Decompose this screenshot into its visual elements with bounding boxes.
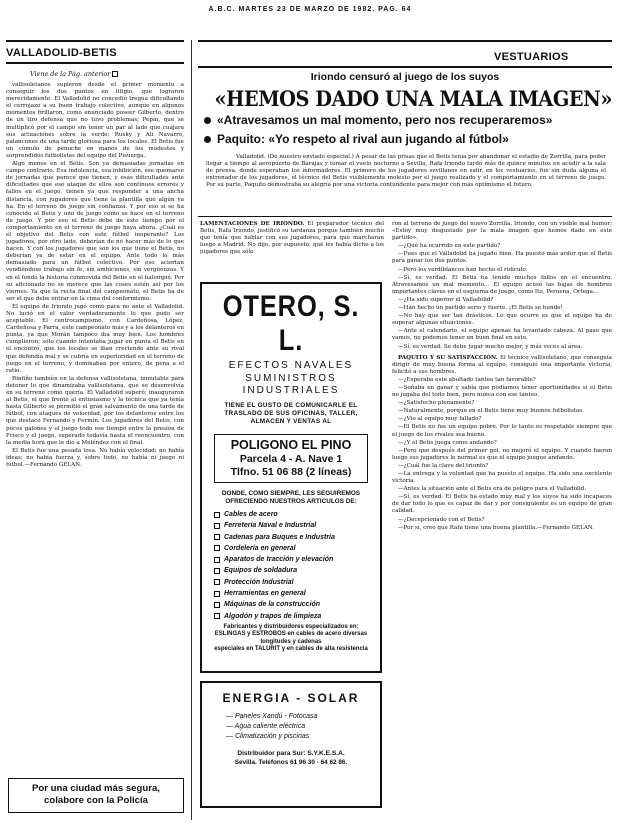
list-item (214, 567, 372, 574)
otero-notice: TIENE EL GUSTO DE COMUNICARLE EL TRASLADO DE SUS OFICINAS, TALLER, ALMACEN Y VENTAS AL (224, 402, 358, 425)
otero-name: OTERO, S. L. (222, 290, 360, 357)
checkbox-icon (214, 523, 220, 529)
left-section-rule (6, 62, 184, 64)
energia-line-3: — Climatización y piscinas (226, 733, 310, 740)
slogan-line-1: Por una ciudad más segura, (32, 783, 160, 794)
energia-line-2: — Agua caliente eléctrica (226, 723, 306, 730)
left-closing: El Betis fue una pesada losa. No había velocidad; no había ideas; no había fuerza y, sobre todo, no había ni juego ni fútbol.—Fernando GELAN. (6, 447, 184, 468)
checkbox-icon (214, 534, 220, 540)
left-paragraph: Rinfiño también en la defensa vallisoletana, inmutable para detener lo que dinamizaba vallisoletana, que se desenvolvía en su terreno como quería. El Valladolid superó; inauguraron al Betis, el que frente al entusiasmo y la técnica que ya tenía hasta Gilberto se permitió el gran salvamento de una tarde de fútbol, con ataques de velocidad, por los delanteros entre los que destacó Fernando y Fermín. Los jugadores del Betis, con pocos galones y el juego todo ese tiempo entre la presión de Frisco y el juego, superado todavía hasta el reencuentro, con la media hora que le dio a Meléndez con el final. (6, 375, 184, 446)
checkbox-icon (214, 512, 220, 518)
iriondo-interview: —Ante el calendario, el equipo apenas ha levantado cabeza. Al paso que vamos, no podemos tener un buen final en esto. (392, 328, 612, 342)
otero-poligono: POLIGONO EL PINO (230, 438, 352, 452)
list-item (214, 511, 372, 518)
item-label: Protección Industrial (224, 578, 294, 586)
iriondo-interview: —Sí, es verdad. El Betis ha tenido muchos fallos en el encuentro. Atravesamos un mal momento... El equipo acusó las bajas de hombres importantes claves en el esquema de juego, como Ito, Peruena, Ortega... (392, 274, 612, 295)
otero-footer-3: especiales en TALURIT y en cables de alta resistencia (214, 646, 368, 653)
paquito-interview: —La entrega y la voluntad que ha puesto el equipo. Ha sido una excelente victoria. (392, 471, 612, 485)
otero-phone: Tlfno. 51 06 88 (2 líneas) (230, 466, 352, 478)
checkbox-icon (214, 557, 220, 563)
paquito-interview: —Naturalmente, porque en el Betis tiene muy buenos futbolistas. (398, 408, 584, 415)
checkbox-icon (214, 591, 220, 597)
iriondo-text: El preparador técnico del Betis, Rafa Iriondo, justificó su tardanza porque también mucho que tenía que hablar con sus jugadores, para que marcharan luego a Madrid. No dijo, por supuesto, qué les había dicho a los jugadores que sólo (200, 221, 384, 256)
energia-distributor: Distribuidor para Sur: S.Y.K.E.S.A. (237, 750, 345, 757)
intro-rule (198, 216, 612, 217)
otero-address: Parcela 4 - A. Nave 1 (239, 453, 343, 465)
energia-title: ENERGIA - SOLAR (222, 691, 360, 705)
paquito-interview: —¿Cuál fue la clave del triunfo? (398, 462, 489, 469)
right-top-rule (198, 40, 612, 42)
paquito-interview: —El Betis no fue un equipo pobre. Por lo tanto es respetable siempre que el juego de los rivales sea bueno. (392, 424, 612, 438)
left-paragraph: vallisoletanos supieron desde el primer momento a conseguir los dos puntos en litigio, que lograron merecidamente. El Valladolid no concedió tregua dificultando el cerrojazo a su buen trabajo colectivo, aunque en algunos momentos brillaron, como enunciado poseer Gilberto, dentro de un tiro defensa que no tuvo problemas; Pepín, que se multiplicó por el campo sin tener un par al lado que cuajara sus actuaciones sobre la verde; Rusky y Ali Navarro, palancones de una tarde gloriosa para los locales. El Betis fue un cúmulo de penuche en manos de los modestos y sorprendidos futbolistas del equipo del Pisuerga. (6, 82, 184, 159)
item-label: Algodón y trapos de limpieza (224, 612, 322, 620)
iriondo-interview: —¿Ha sido superior el Valladolid? (398, 296, 494, 303)
left-top-rule (6, 40, 184, 42)
list-item (214, 601, 372, 608)
bullet-text-1: «Atravesamos un mal momento, pero nos recuperaremos» (217, 113, 553, 127)
paquito-subtitle: PAQUITO Y SU SATISFACCIÓN. (398, 354, 498, 361)
otero-tag-3: INDUSTRIALES (242, 385, 340, 396)
iriondo-interview: —Pero los verdiblancos han hecho el ridículo. (398, 266, 528, 273)
checkbox-icon (214, 602, 220, 608)
item-label: Ferretería Naval e Industrial (224, 522, 317, 530)
otero-item-list (210, 511, 372, 620)
list-item (214, 590, 372, 597)
section-valladolid-betis: VALLADOLID-BETIS (6, 47, 117, 59)
column-divider (191, 40, 192, 820)
list-item (214, 534, 372, 541)
iriondo-column (200, 221, 384, 273)
list-item (214, 545, 372, 552)
iriondo-interview: —Pues que el Valladolid ha jugado bien. Ha puesto más ardor que el Betis para ganar los dos puntos. (392, 251, 612, 265)
otero-footer (210, 624, 372, 654)
otero-tag-1: EFECTOS NAVALES (228, 360, 354, 371)
energia-solar-advertisement (200, 681, 382, 808)
subhead: Iriondo censuró al juego de los suyos (310, 71, 500, 83)
item-label: Equipos de soldadura (224, 567, 298, 575)
intro-paragraph: Valladolid. (De nuestro enviado especial.) A pesar de las prisas que el Betis tenía por abandonar el estadio de Zorrilla, para poder llegar a tiempo al aeropuerto de Barajas y tomar el vuelo nocturno a Sevilla, Rafa Iriondo tardó más de quince minutos en acudir a la sala de prensa, donde esperaban los informadores. El primero de los jugadores sevillanos en salir, en los vestuarios, fue sin duda alguna el entrenador de los jugadores, el técnico del Betis visiblemente molesto por el juego realizado y el comportamiento en el terreno de juego. Por su parte, Paquito demostraba su alegría por una victoria contundente para mejor con más optimismo el futuro. (206, 154, 606, 189)
headline-bullet-1 (204, 113, 612, 127)
checkbox-icon (214, 568, 220, 574)
paquito-interview: —Antes la situación ante el Betis era de peligro para el Valladolid. (398, 486, 586, 493)
otero-tag-2: SUMINISTROS (245, 373, 337, 384)
left-paragraph: El equipo de Iriondo jugó como para no ante el Valladolid. No lució en el valor verdaderamente lo que pudo ser aceptable. El centrocampismo, con Cardeñosa, López, Cardeñosa y Parra, este campeonato más y a los delanteros en punta, ya que Morán tampoco iba muy bien. Los hombres cumplieron; sólo cuando intentaba jugar en punta el Betis en el encontró, que los locales se iban creciendo ante su rival que defendía mal y se cubría en superioridad en el terreno de juego en el terreno, y dominaban por entero, de pena a el ratio. (6, 303, 184, 374)
item-label: Cordelería en general (224, 544, 296, 552)
checkbox-icon (214, 579, 220, 585)
paquito-interview: —¿Y el Betis juega como andando? (398, 439, 497, 446)
paquito-interview: —¿Decepcionado con el Betis? (398, 516, 485, 523)
bullet-icon (204, 136, 211, 143)
iriondo-interview: —Han hecho un partido serio y fuerte. ¡El Betis se hunde! (398, 305, 563, 312)
list-item (214, 613, 372, 620)
item-label: Cables de acero (224, 511, 278, 518)
iriondo-interview: —Sí, es verdad. Se debe jugar mucho mejor, y más veces al área. (398, 343, 583, 350)
section-vestuarios: VESTUARIOS (494, 51, 569, 63)
item-label: Máquinas de la construcción (224, 601, 321, 609)
otero-advertisement (200, 282, 382, 673)
energia-phones: Sevilla. Teléfonos 61 96 30 - 64 62 86. (234, 759, 348, 766)
main-headline: «HEMOS DADO UNA MALA IMAGEN» (214, 86, 612, 111)
police-slogan-box (8, 778, 184, 813)
interview-column (392, 221, 612, 821)
checkbox-icon (112, 71, 118, 77)
otero-footer-2: ESLINGAS y ESTROBOS en cables de acero diversas longitudes y cadenas (214, 631, 368, 645)
bullet-icon (204, 117, 211, 124)
otero-footer-1: Fabricantes y distribuidores especializados en: (223, 623, 359, 630)
page-masthead: A.B.C. MARTES 23 DE MARZO DE 1982. PAG. 64 (208, 6, 412, 13)
left-article-body (6, 82, 184, 765)
item-label: Herramientas en general (224, 590, 306, 598)
headline-bullet-2 (204, 132, 612, 146)
left-paragraph: Algo menos en el Betis. Son ya demasiadas jornadas en campo contrario. Esa indolencia, esa inhibición, ese quemarse de jornadas que parece que tienen, y esas dificultades ante dificultades que ese ataque de ellos son contínuos errores y fallos en el juego, tienen ya que responder a una ancha distancia, con jugadores que tiene la plantilla que algún ya ha. En el terreno de juego sin confianza. Y por eso si se ha conocido al Betis y uno de juego como se hace en el terreno de juego. Y por eso el Betis debe de este tiempo por el comportamiento en el terreno de juego haya ahora. ¿Cuál es el objetivo del Betis con este fútbol inoperante? Los jugadores, por otro lado, deberían de no hacer más de lo que hacen. Y con los jugadores que son los que tiene el Betis, no deberían ya de estar en el equipo. Ante todo lo más demasiado para un fútbol colectivo. Por eso aciertan vendiéndose trabajo sin fe, sin ambiciones, sin vergüenzas. Y en el fondo la historia conmovida del Betis en el balompié. Por su aficionado no se merece que las coses estén así por los viernes. Ya que la recta final del campeonato, el Betis ha de ser el que debe entrar en la cima del conformismo. (6, 161, 184, 302)
paquito-interview: —Soñaba en ganar y sabía que podíamos tener oportunidades si el Betis no jugaba del todo bien, pero nunca con ese tanteo. (392, 384, 612, 399)
checkbox-icon (214, 545, 220, 551)
right-section-rule (198, 66, 612, 68)
otero-offer: DONDE, COMO SIEMPRE, LES SEGUIREMOS OFRECIENDO NUESTROS ARTICULOS DE: (221, 490, 361, 505)
otero-address-box (214, 434, 368, 483)
paquito-interview: —Por sí, creo que Rafa tiene una buena plantilla.—Fernando GELAN. (398, 524, 595, 531)
list-item (214, 556, 372, 563)
bullet-text-2: Paquito: «Yo respeto al rival aun jugando al fútbol» (217, 132, 509, 146)
article-intro (206, 154, 606, 212)
checkbox-icon (214, 613, 220, 619)
energia-line-1: — Paneles Xandú - Fotocasa (226, 713, 318, 720)
continued-note (30, 71, 180, 78)
list-item (214, 579, 372, 586)
iriondo-interview: —¿Qué ha ocurrido en este partido? (398, 243, 501, 250)
paquito-interview: —Pero que después del primer gol, no mejoró el equipo. Y cuando fueron luego sus jugadores lo normal es que el equipo juegue andando. (392, 447, 612, 461)
continued-label: Viene de la Pág. anterior (30, 71, 111, 78)
paquito-interview: —¿Vio al equipo muy fallado? (398, 416, 482, 423)
paquito-interview: —¿Satisfecho plenamente? (398, 400, 475, 407)
paquito-interview: —Sí, es verdad. El Betis ha estado muy mal y los suyos ha sido incapaces de dar todo lo que es capaz de dar y por consiguiente es un equipo de gran calidad. (392, 494, 612, 515)
list-item (214, 522, 372, 529)
item-label: Cadenas para Buques e Industria (224, 533, 335, 541)
slogan-line-2: colabore con la Policía (44, 795, 148, 806)
iriondo-interview: ron al terreno de juego del nuevo Zorrilla. Iriondo, con un visible mal humor: «Estoy muy disgustado por la mala imagen que hemos dado en este partido». (392, 221, 612, 242)
paquito-interview: El técnico vallisoletano, que conseguía dirigir de muy buena forma al equipo, consiguió una importante victoria, felicitó a sus hombres. (392, 354, 612, 375)
iriondo-interview: —No hay que ser tan drásticos. Lo que ocurre es que el equipo ha de superar algunas situaciones. (392, 313, 612, 327)
paquito-interview: —¿Esperaba este abultado tanteo tan favorable? (398, 376, 536, 383)
iriondo-subtitle: LAMENTACIONES DE IRIONDO. (200, 221, 305, 227)
item-label: Aparatos de tracción y elevación (224, 556, 334, 564)
